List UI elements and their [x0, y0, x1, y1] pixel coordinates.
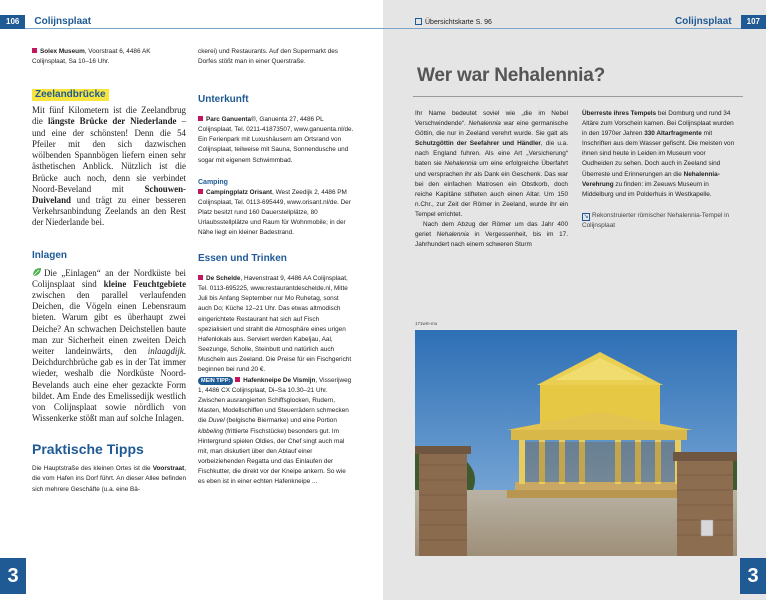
- overview-map-ref[interactable]: Übersichtskarte S. 96: [415, 18, 492, 26]
- nature-leaf-icon: [32, 267, 42, 277]
- continuation-text: ckerei) und Restaurants. Auf den Supermarkt des Dorfes stößt man in einer Querstraße.: [198, 48, 338, 66]
- location-marker-icon: [198, 189, 203, 194]
- box-title: Wer war Nehalennia?: [417, 65, 606, 86]
- right-column-1: [415, 109, 568, 250]
- nehalennia-paragraph-1: Ihr Name bedeutet soviel wie „die im Nebel Verschwindende“. Nehalennia war eine germanische Göttin, die nur in Zeeland verehrt wurde. Sie galt als Schutzgöttin der Seefahrer und Händler, die u.a. nach England fuhren. Als eine Art „Versicherung“ baten sie Nehalennia um eine erfolgreiche Überfahrt und versprachen ihr als Dank ein Geschenk. Das war bei den einfachen Matrosen ein Obstkorb, doch reiche Kapitäne stifteten auch einen Altar. Um 150 n.Chr., zur Zeit der Römer in Zeeland, wurde ihr ein Tempel errichtet.: [415, 110, 569, 218]
- left-chapter-tab: 3: [0, 558, 26, 594]
- photo-caption: ↘ Rekonstruierter römischer Nehalennia-Tempel in Colijnsplaat: [582, 211, 730, 229]
- unterkunft-heading: Unterkunft: [198, 94, 249, 106]
- location-marker-icon: [32, 48, 37, 53]
- left-column-1: [32, 47, 186, 495]
- nehalennia-paragraph-3: Überreste ihres Tempels bei Domburg und rund 34 Altäre zum Vorschein kamen. Bei Colijnsplaat wurden in den 1970er Jahren 330 Altarfragmente mit Inschriften aus dem Wasser gefischt. Die meisten von ihnen sind heute in Leiden im Museum voor Oudheiden zu sehen. Doch auch in Zeeland sind Überreste und Erinnerungen an die Nehalennia-Verehrung zu finden: im Zeeuws Museum in Middelburg und im Polderhuis in Westkapelle.: [582, 110, 735, 198]
- solex-text: , Voorstraat 6, 4486 AK Colijnsplaat, Sa 10–16 Uhr.: [32, 48, 151, 66]
- left-column-2: [198, 47, 354, 487]
- right-page: [383, 0, 766, 600]
- camping-heading: Camping: [198, 178, 228, 186]
- title-divider: [413, 96, 743, 97]
- essen-trinken-heading: Essen und Trinken: [198, 253, 287, 265]
- right-column-2: [582, 109, 738, 231]
- right-page-number: 107: [741, 15, 766, 29]
- map-square-icon: [415, 18, 422, 25]
- parc-ganuenta-entry: Parc Ganuenta®, Ganuenta 27, 4486 PL Colijnsplaat, Tel. 0211-41873507, www.ganuenta.nl/de. Ein Ferienpark mit Luxushäusern am Ortsrand von Colijnsplaat, teilweise mit Sauna, Sonnendusche und sogar mit eigenem Schwimmbad.: [198, 116, 354, 164]
- left-header-title: Colijnsplaat: [34, 16, 92, 27]
- praktische-tipps-heading: Praktische Tipps: [32, 441, 144, 458]
- nehalennia-paragraph-2: Nach dem Abzug der Römer um das Jahr 400 geriet Nehalennia in Vergessenheit, bis im 17. Jahrhundert nach einem schweren Sturm: [415, 221, 568, 249]
- location-marker-icon: [198, 275, 203, 280]
- location-marker-icon: [235, 377, 240, 382]
- zeelandbruecke-heading: Zeelandbrücke: [32, 89, 109, 101]
- location-marker-icon: [198, 116, 203, 121]
- campingplatz-entry: Campingplatz Orisant, West Zeedijk 2, 4486 PM Colijnsplaat, Tel. 0113-695449, www.orisant.nl/de. Der Platz besitzt rund 160 Dauerstellplätze, 80 Urlaubsstellplätze und Raum für Wohnmobile; in der Nähe liegt ein kleiner Badestrand.: [198, 188, 351, 237]
- solex-entry: [32, 47, 186, 67]
- zeelandbruecke-paragraph: Mit fünf Kilometern ist die Zeelandbrug die längste Brücke der Niederlande – und eine der schönsten! Denn die 54 Pfeiler mit den sich dazwischen wölbenden Spannbögen liefern einen sehr ästhetischen Anblick. Nützlich ist die Brücke auch noch, denn sie verbindet Noord-Beveland mit Schouwen-Duiveland und trägt zu einer besseren Verkehrsanbindung Zeelands an den Rest der Niederlande bei.: [32, 105, 187, 228]
- inlagen-paragraph: Die „Einlagen“ an der Nordküste bei Colijnsplaat sind kleine Feuchtgebiete zwischen den parallel verlaufenden Deichen, die Vögeln einen Lebensraum bieten. Warum gibt es überhaupt zwei Deiche? An schwachen Deichstellen baute man zur Sicherheit einen zweiten Deich weiter landeinwärts, den inlaagdijk. Deichdurchbrüche gab es in der Tat immer wieder, weshalb die Nordküste Noord-Bevelands auch eine eher gezackte Form bildet. Am Ende des Emelissedijk westlich von Colijnsplaat sowie nördlich von Wissenkerke stößt man auf solche Inlagen.: [32, 267, 187, 424]
- tipps-paragraph: Die Hauptstraße des kleinen Ortes ist die Voorstraat, die vom Hafen ins Dorf führt. An dieser Allee befinden sich mehrere Geschäfte (u.a. eine Bä-: [32, 465, 186, 493]
- temple-photo: [415, 330, 737, 556]
- vismijn-entry: MEIN TIPP: Hafenkneipe De Vismijn, Visserijweg 1, 4486 CX Colijnsplaat, Di–Sa 10.30–21 Uhr. Zwischen ausrangierten Schiffsglocken, Rudern, Masten, Modellschiffen und Steuerrädern schmecken die Duvel (belgische Biermarke) und eine Portion kibbeling (frittierte Fischstücke) besonders gut. Im Hintergrund spielen Oldies, der Chef singt auch mal mit, man diskutiert über den Ablauf einer vorbeiziehenden Regatta und das Einlaufen der Fischkutter, die direkt vor der Kneipe ankern. So wie es eben ist in einer echten Hafenkneipe ...: [198, 377, 352, 485]
- right-header-title: Colijnsplaat: [674, 16, 732, 27]
- photo-ref-icon: ↘: [583, 213, 589, 220]
- right-chapter-tab: 3: [740, 558, 766, 594]
- de-schelde-entry: De Schelde, Havenstraat 9, 4486 AA Colijnsplaat, Tel. 0113-695225, www.restaurantdeschelde.nl, Mitte Juli bis Anfang September nur Mo Ruhetag, sonst auch Do; Küche 12–21 Uhr. Das etwas altmodisch eingerichtete Restaurant hat sich auf Fisch spezialisiert und strahlt die Atmosphäre eines urigen Hafenlokals aus. Serviert werden Kabeljau, Aal, Seezunge, Scholle, Steinbutt und natürlich auch Muscheln aus Zeeland. Die Preise für ein Fischgericht beginnen bei rund 20 €.: [198, 275, 352, 373]
- photo-id-label: 171wm-mo: [415, 321, 438, 326]
- inlagen-heading: Inlagen: [32, 249, 68, 261]
- left-header: [0, 15, 383, 29]
- solex-name: Solex Museum: [40, 48, 85, 55]
- mein-tipp-badge: MEIN TIPP:: [198, 377, 233, 385]
- left-page-number: 106: [0, 15, 25, 29]
- right-header: [383, 15, 766, 29]
